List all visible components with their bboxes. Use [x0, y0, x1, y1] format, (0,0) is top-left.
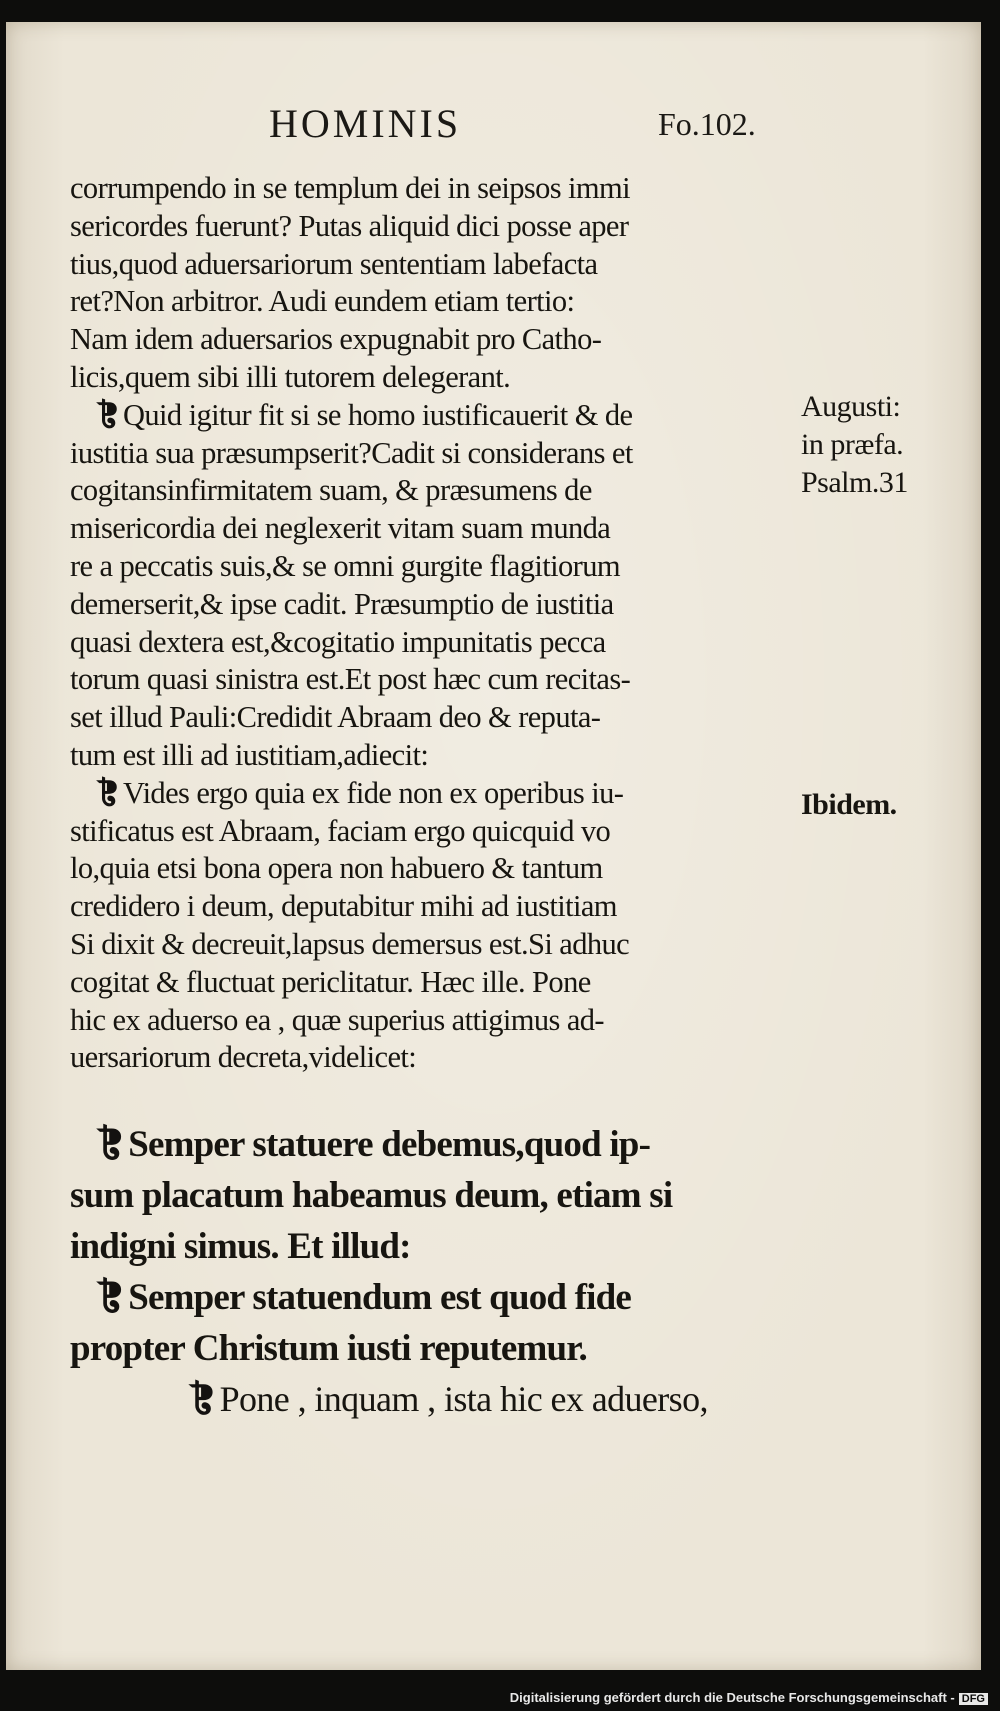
dfg-logo: DFG [959, 1693, 988, 1705]
text-line: quasi dextera est,&cogitatio impunitatis pecca [70, 624, 606, 659]
paragraph-mark-icon: ❡ [96, 775, 121, 810]
decree-line [70, 1119, 784, 1170]
spacer [70, 1077, 784, 1119]
last-line-content: Pone , inquam , ista hic ex aduerso, [219, 1379, 708, 1420]
text-line-content: Quid igitur fit si se homo iustificauerit & de [122, 397, 633, 432]
decree-line: sum placatum habeamus deum, etiam si [70, 1175, 673, 1217]
text-line: demerserit,& ipse cadit. Præsumptio de iustitia [70, 586, 614, 621]
decree-line [70, 1272, 784, 1323]
running-title: HOMINIS [269, 101, 462, 146]
text-line: tius,quod aduersariorum sententiam labefacta [70, 246, 598, 281]
last-line [70, 1374, 784, 1424]
paragraph-mark-icon: ❡ [188, 1379, 218, 1420]
text-line-content: Vides ergo quia ex fide non ex operibus iu- [122, 775, 624, 810]
credit-text: Digitalisierung gefördert durch die Deutsche Forschungsgemeinschaft - [509, 1690, 955, 1705]
paragraph-mark-icon: ❡ [96, 1124, 127, 1166]
text-line: re a peccatis suis,& se omni gurgite flagitiorum [70, 548, 621, 583]
text-line: uersariorum decreta,videlicet: [70, 1040, 417, 1075]
text-line: ret?Non arbitror. Audi eundem etiam tertio: [70, 284, 575, 319]
text-line: Si dixit & decreuit,lapsus demersus est.Si adhuc [70, 926, 630, 961]
text-line: misericordia dei neglexerit vitam suam munda [70, 511, 611, 546]
text-line: cogitansinfirmitatem suam, & præsumens de [70, 473, 592, 508]
decree-block [70, 1119, 784, 1374]
decree-line: indigni simus. Et illud: [70, 1226, 411, 1268]
paragraph-mark-icon: ❡ [96, 1277, 127, 1319]
text-line: licis,quem sibi illi tutorem delegerant. [70, 359, 511, 394]
decree-line-content: Semper statuendum est quod fide [128, 1277, 632, 1319]
text-line: torum quasi sinistra est.Et post hæc cum recitas- [70, 662, 631, 697]
text-line: lo,quia etsi bona opera non habuero & tantum [70, 851, 603, 886]
text-line: stificatus est Abraam, faciam ergo quicquid vo [70, 813, 611, 848]
margin-note-line: Augusti: [801, 390, 901, 423]
text-line: corrumpendo in se templum dei in seipsos immi [70, 171, 631, 205]
book-page [6, 22, 981, 1670]
text-line [70, 775, 784, 813]
text-line: tum est illi ad iustitiam,adiecit: [70, 737, 429, 772]
main-text [70, 170, 784, 1424]
decree-line-content: Semper statuere debemus,quod ip- [128, 1124, 651, 1166]
text-line: iustitia sua præsumpserit?Cadit si considerans et [70, 435, 633, 470]
text-line: sericordes fuerunt? Putas aliquid dici posse aper [70, 208, 629, 243]
text-line: credidero i deum, deputabitur mihi ad iustitiam [70, 889, 617, 924]
text-line [70, 397, 784, 435]
running-head [6, 100, 981, 160]
closing-block [70, 1374, 784, 1424]
margin-note-line: Ibidem. [801, 788, 897, 821]
text-line: hic ex aduerso ea , quæ superius attigimus ad- [70, 1002, 604, 1037]
text-line: cogitat & fluctuat periclitatur. Hæc ille. Pone [70, 964, 591, 999]
margin-note-line: Psalm.31 [801, 466, 908, 499]
paragraph-mark-icon: ❡ [96, 397, 121, 432]
margin-note-augustine [801, 388, 908, 502]
decree-line: propter Christum iusti reputemur. [70, 1328, 587, 1370]
text-line: set illud Pauli:Credidit Abraam deo & reputa- [70, 700, 601, 735]
margin-note-line: in præfa. [801, 428, 904, 461]
digitization-credit [510, 1690, 988, 1705]
margin-note-ibidem [801, 786, 897, 824]
folio-number: Fo.102. [658, 106, 756, 142]
text-line: Nam idem aduersarios expugnabit pro Catho- [70, 322, 602, 357]
